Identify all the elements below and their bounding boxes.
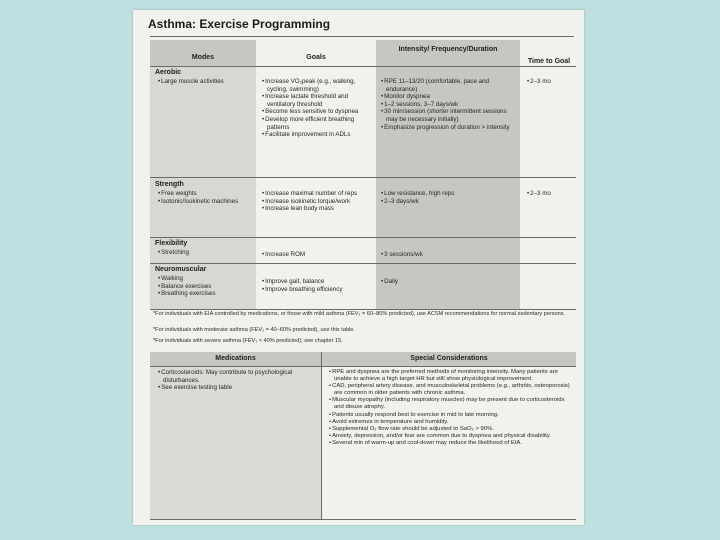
strength-time	[527, 190, 573, 198]
row-rule	[150, 177, 576, 178]
list-item: • 3 sessions/wk	[381, 251, 517, 259]
aerobic-intensity	[381, 78, 517, 131]
strength-intensity	[381, 190, 517, 205]
list-item: • Improve breathing efficiency	[262, 286, 372, 294]
list-item: • Low resistance, high reps	[381, 190, 517, 198]
header-bg-modes	[150, 40, 256, 66]
section-flexibility-label: Flexibility	[155, 240, 188, 247]
list-item: • Monitor dyspnea	[381, 93, 517, 101]
list-item: • Increase lactate threshold and ventilatory threshold	[262, 93, 372, 108]
list-item: • Walking	[158, 275, 254, 283]
list-item: • CAD, peripheral artery disease, and musculoskeletal problems (e.g., arthritis, osteoporosis) are common in older patients with chronic asthma.	[329, 383, 574, 397]
section-aerobic-label: Aerobic	[155, 69, 182, 76]
list-item: • Increase VO₂peak (e.g., walking, cycling, swimming)	[262, 78, 372, 93]
neuromuscular-goals	[262, 278, 372, 293]
list-item: • Become less sensitive to dyspnea	[262, 108, 372, 116]
row-rule	[150, 519, 576, 520]
medications-list	[158, 369, 318, 392]
header-modes: Modes	[191, 54, 215, 61]
header-time: Time to Goal	[527, 58, 571, 65]
list-item: • Improve gait, balance	[262, 278, 372, 286]
list-item: • Several min of warm-up and cool-down may reduce the likelihood of EIA.	[329, 440, 574, 447]
neuromuscular-intensity	[381, 278, 517, 286]
list-item: • Emphasize progression of duration > intensity	[381, 124, 517, 132]
footnote: *For individuals with severe asthma (FEV₁ < 40% predicted), see chapter 15.	[153, 338, 343, 344]
list-item: • RPE and dyspnea are the preferred methods of monitoring intensity. Many patients are unable to achieve a high target HR but still show physiological improvement.	[329, 369, 574, 383]
page-title: Asthma: Exercise Programming	[148, 17, 331, 31]
strength-goals	[262, 190, 372, 213]
list-item: • Breathing exercises	[158, 290, 254, 298]
section-strength-label: Strength	[155, 181, 184, 188]
row-rule	[150, 366, 576, 367]
section-neuromuscular-label: Neuromuscular	[155, 266, 207, 273]
header-intensity: Intensity/ Frequency/Duration	[398, 46, 498, 53]
footnote: *For individuals with EIA controlled by medications, or those with mild asthma (FEV₁ = 60–80% predicted), use ACSM recommendations for normal sedentary persons.	[153, 311, 566, 317]
list-item: • 2–3 mo	[527, 190, 573, 198]
row-rule	[150, 309, 576, 310]
list-item: • RPE 11–13/20 (comfortable, pace and endurance)	[381, 78, 517, 93]
list-item: • Balance exercises	[158, 283, 254, 291]
list-item: • Isotonic/Isokinetic machines	[158, 198, 254, 206]
list-item: • Daily	[381, 278, 517, 286]
list-item: • Increase ROM	[262, 251, 372, 259]
footnote: *For individuals with moderate asthma (FEV₁ = 40–60% predicted), use this table.	[153, 327, 355, 333]
list-item: • Increase isokinetic torque/work	[262, 198, 372, 206]
considerations-list	[329, 369, 574, 447]
aerobic-goals	[262, 78, 372, 139]
list-item: • 1–2 sessions, 3–7 days/wk	[381, 101, 517, 109]
header-medications: Medications	[215, 355, 256, 362]
flexibility-intensity	[381, 251, 517, 259]
list-item: • Increase maximal number of reps	[262, 190, 372, 198]
list-item: • 2–3 mo	[527, 78, 573, 86]
aerobic-modes	[158, 78, 254, 86]
flexibility-goals	[262, 251, 372, 259]
list-item: • See exercise testing table	[158, 384, 318, 392]
list-item: • 2–3 days/wk	[381, 198, 517, 206]
header-special-considerations: Special Considerations	[410, 355, 488, 362]
list-item: • Develop more efficient breathing patterns	[262, 116, 372, 131]
neuromuscular-modes	[158, 275, 254, 298]
flexibility-modes	[158, 249, 254, 257]
list-item: • Corticosteroids: May contribute to psychological disturbances.	[158, 369, 318, 384]
list-item: • Facilitate improvement in ADLs	[262, 131, 372, 139]
list-item: • Muscular myopathy (including respiratory muscles) may be present due to corticosteroids and disuse atrophy.	[329, 397, 574, 411]
header-goals: Goals	[306, 54, 326, 61]
list-item: • Large muscle activities	[158, 78, 254, 86]
list-item: • Supplemental O₂ flow rate should be adjusted to SaO₂ > 90%.	[329, 426, 574, 433]
list-item: • Free weights	[158, 190, 254, 198]
divider	[150, 36, 574, 37]
row-rule	[150, 263, 576, 264]
list-item: • Stretching	[158, 249, 254, 257]
list-item: • Avoid extremes in temperature and humidity.	[329, 419, 574, 426]
row-rule	[150, 237, 576, 238]
list-item: • Anxiety, depression, and/or fear are common due to dyspnea and physical disability.	[329, 433, 574, 440]
list-item: • Patients usually respond best to exercise in mid to late morning.	[329, 412, 574, 419]
list-item: • Increase lean body mass	[262, 205, 372, 213]
row-rule	[150, 66, 576, 67]
list-item: • 30 min/session (shorter intermittent sessions may be necessary initially)	[381, 108, 517, 123]
strength-modes	[158, 190, 254, 205]
aerobic-time	[527, 78, 573, 86]
column-rule	[321, 352, 322, 519]
